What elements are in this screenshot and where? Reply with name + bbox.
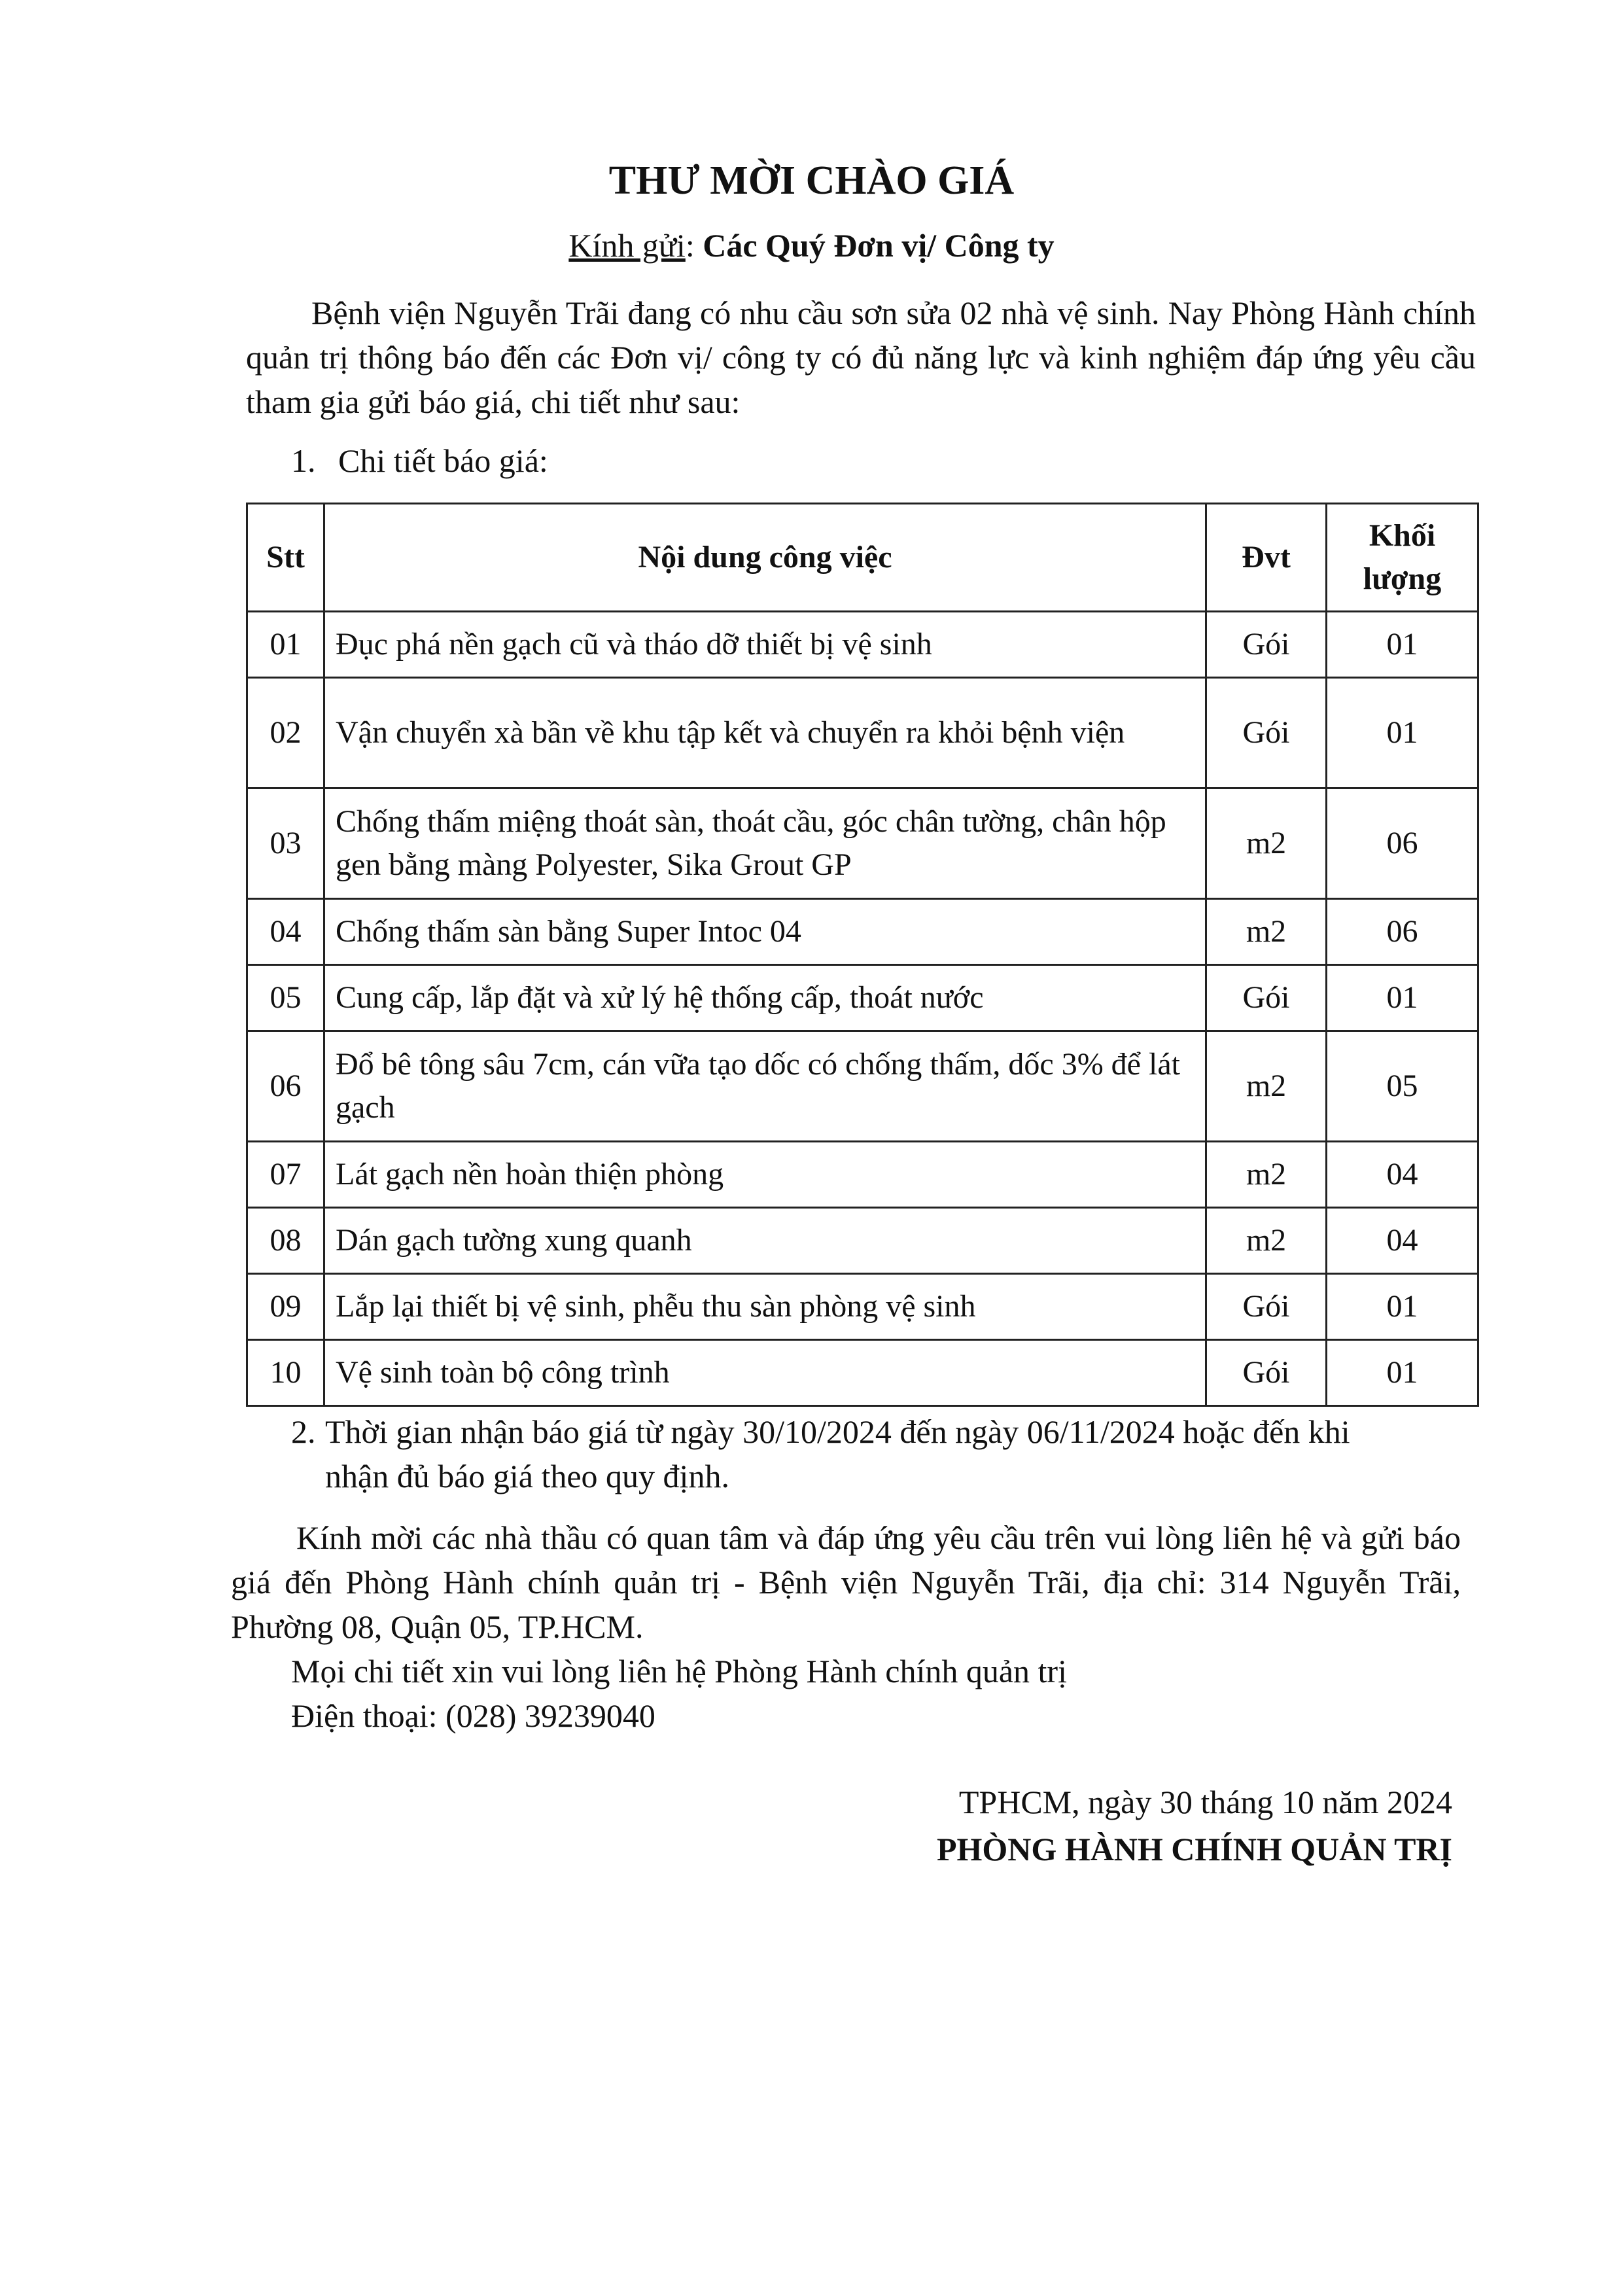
row-content: Đổ bê tông sâu 7cm, cán vữa tạo dốc có chống thấm, dốc 3% để lát gạch xyxy=(324,1031,1206,1142)
header-qty xyxy=(1327,504,1478,612)
table-row xyxy=(247,1142,1478,1208)
row-qty: 04 xyxy=(1327,1142,1478,1208)
row-unit: m2 xyxy=(1206,1208,1327,1274)
recipient-line: Kính gửi: Các Quý Đơn vị/ Công ty xyxy=(568,227,1055,264)
table-row xyxy=(247,965,1478,1031)
row-stt: 09 xyxy=(247,1274,324,1340)
intro-paragraph: Bệnh viện Nguyễn Trãi đang có nhu cầu sơn sửa 02 nhà vệ sinh. Nay Phòng Hành chính quản trị thông báo đến các Đơn vị/ công ty có đủ năng lực và kinh nghiệm đáp ứng yêu cầu tham gia gửi báo giá, chi tiết như sau: xyxy=(246,294,1476,420)
table-row xyxy=(247,788,1478,899)
table-row xyxy=(247,678,1478,788)
row-unit: Gói xyxy=(1206,1274,1327,1340)
row-stt: 06 xyxy=(247,1031,324,1142)
row-stt: 04 xyxy=(247,899,324,965)
table-row xyxy=(247,1031,1478,1142)
row-content: Lắp lại thiết bị vệ sinh, phễu thu sàn phòng vệ sinh xyxy=(324,1274,1206,1340)
section-2-first-line xyxy=(291,1409,1476,1454)
row-unit: m2 xyxy=(1206,788,1327,899)
signature-department: PHÒNG HÀNH CHÍNH QUẢN TRỊ xyxy=(936,1831,1452,1867)
row-stt: 02 xyxy=(247,678,324,788)
row-unit: Gói xyxy=(1206,678,1327,788)
header-unit: Đvt xyxy=(1206,504,1327,612)
header-stt: Stt xyxy=(247,504,324,612)
row-qty: 01 xyxy=(1327,612,1478,678)
row-stt: 07 xyxy=(247,1142,324,1208)
row-qty: 06 xyxy=(1327,899,1478,965)
section-2 xyxy=(291,1409,1476,1498)
row-stt: 10 xyxy=(247,1340,324,1406)
quote-table xyxy=(246,503,1479,1407)
invitation-paragraph: Kính mời các nhà thầu có quan tâm và đáp ứng yêu cầu trên vui lòng liên hệ và gửi báo giá đến Phòng Hành chính quản trị - Bệnh viện Nguyễn Trãi, địa chỉ: 314 Nguyễn Trãi, Phường 08, Quận 05, TP.HCM. xyxy=(231,1519,1461,1645)
row-unit: m2 xyxy=(1206,1142,1327,1208)
row-content: Cung cấp, lắp đặt và xử lý hệ thống cấp, thoát nước xyxy=(324,965,1206,1031)
table-row xyxy=(247,612,1478,678)
row-content: Vệ sinh toàn bộ công trình xyxy=(324,1340,1206,1406)
row-unit: m2 xyxy=(1206,1031,1327,1142)
row-qty: 05 xyxy=(1327,1031,1478,1142)
row-stt: 01 xyxy=(247,612,324,678)
table-header-row xyxy=(247,504,1478,612)
row-stt: 05 xyxy=(247,965,324,1031)
section-1-number: 1. xyxy=(291,442,316,479)
section-2-line-1: Thời gian nhận báo giá từ ngày 30/10/2024 đến ngày 06/11/2024 hoặc đến khi xyxy=(325,1413,1350,1450)
header-qty-label: Khối lượng xyxy=(1363,518,1442,596)
row-content: Chống thấm miệng thoát sàn, thoát cầu, góc chân tường, chân hộp gen bằng màng Polyester, Sika Grout GP xyxy=(324,788,1206,899)
row-qty: 01 xyxy=(1327,965,1478,1031)
row-qty: 01 xyxy=(1327,1274,1478,1340)
row-unit: Gói xyxy=(1206,965,1327,1031)
recipient-label: Kính gửi xyxy=(568,227,686,264)
row-qty: 01 xyxy=(1327,1340,1478,1406)
row-content: Lát gạch nền hoàn thiện phòng xyxy=(324,1142,1206,1208)
section-2-number: 2. xyxy=(291,1413,316,1450)
table-row xyxy=(247,1274,1478,1340)
row-unit: Gói xyxy=(1206,612,1327,678)
row-content: Dán gạch tường xung quanh xyxy=(324,1208,1206,1274)
section-2-line-2: nhận đủ báo giá theo quy định. xyxy=(325,1458,729,1494)
header-content: Nội dung công việc xyxy=(324,504,1206,612)
section-1-title: Chi tiết báo giá: xyxy=(338,442,548,479)
recipient-value: Các Quý Đơn vị/ Công ty xyxy=(703,227,1055,264)
contact-line: Mọi chi tiết xin vui lòng liên hệ Phòng Hành chính quản trị xyxy=(291,1653,1067,1689)
row-unit: m2 xyxy=(1206,899,1327,965)
table-row xyxy=(247,899,1478,965)
row-stt: 08 xyxy=(247,1208,324,1274)
document-title: THƯ MỜI CHÀO GIÁ xyxy=(608,158,1015,203)
row-content: Vận chuyển xà bần về khu tập kết và chuyển ra khỏi bệnh viện xyxy=(324,678,1206,788)
table-row xyxy=(247,1208,1478,1274)
row-qty: 01 xyxy=(1327,678,1478,788)
row-qty: 06 xyxy=(1327,788,1478,899)
row-qty: 04 xyxy=(1327,1208,1478,1274)
phone-line: Điện thoại: (028) 39239040 xyxy=(291,1697,655,1734)
row-content: Chống thấm sàn bằng Super Intoc 04 xyxy=(324,899,1206,965)
row-unit: Gói xyxy=(1206,1340,1327,1406)
table-row xyxy=(247,1340,1478,1406)
row-content: Đục phá nền gạch cũ và tháo dỡ thiết bị vệ sinh xyxy=(324,612,1206,678)
section-1-heading xyxy=(291,438,548,483)
signature-date: TPHCM, ngày 30 tháng 10 năm 2024 xyxy=(958,1784,1452,1820)
row-stt: 03 xyxy=(247,788,324,899)
